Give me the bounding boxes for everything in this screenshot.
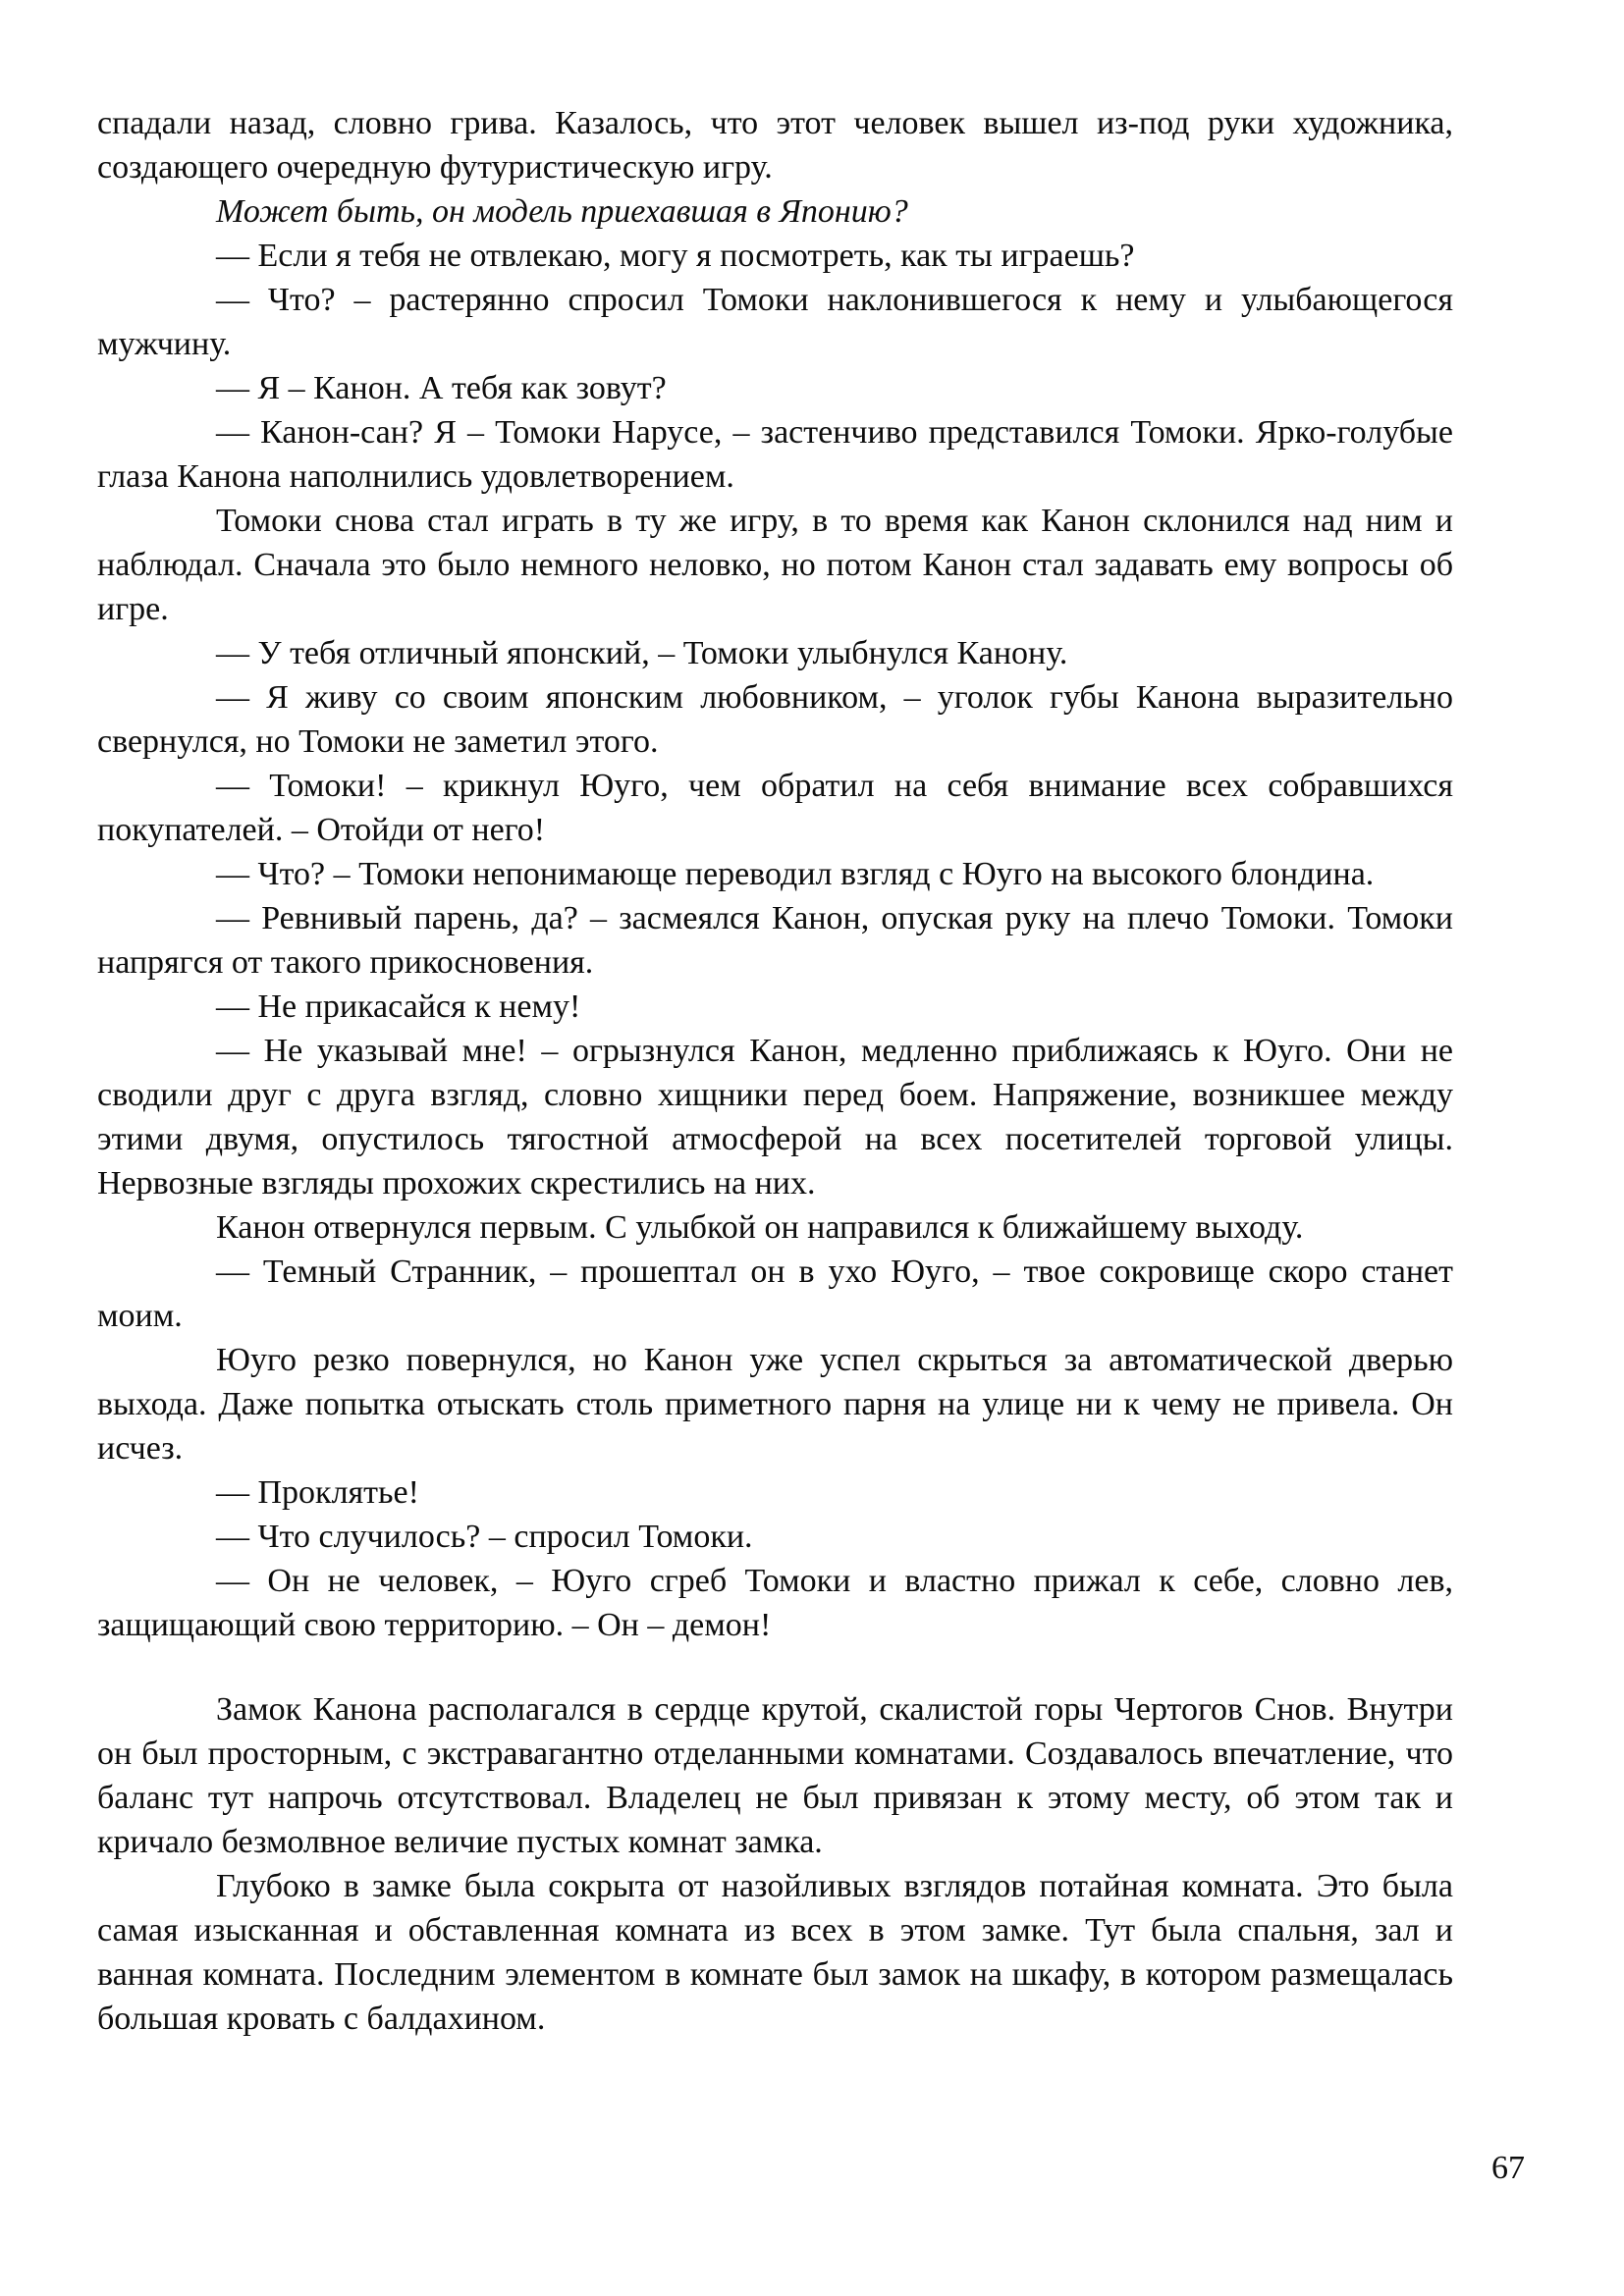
dialogue-paragraph: — Не указывай мне! – огрызнулся Канон, медленно приближаясь к Юуго. Они не сводили друг с друга взгляд, словно хищники перед боем. Напряжение, возникшее между этими двумя, опустилось тягостной атмосферой на всех посетителей торговой улицы. Нервозные взгляды прохожих скрестились на них. [97,1033,1453,1201]
dialogue-paragraph: — У тебя отличный японский, – Томоки улыбнулся Канону. [216,635,1068,671]
narrative-paragraph: Замок Канона располагался в сердце крутой, скалистой горы Чертогов Снов. Внутри он был просторным, с экстравагантно отделанными комнатами. Создавалось впечатление, что баланс тут напрочь отсутствовал. Владелец не был привязан к этому месту, об этом так и кричало безмолвное величие пустых комнат замка. [97,1691,1453,1860]
dialogue-paragraph: — Томоки! – крикнул Юуго, чем обратил на себя внимание всех собравшихся покупателей. – Отойди от него! [97,768,1453,848]
dialogue-paragraph: — Если я тебя не отвлекаю, могу я посмотреть, как ты играешь? [216,238,1135,274]
narrative-paragraph: Юуго резко повернулся, но Канон уже успел скрыться за автоматической дверью выхода. Даже попытка отыскать столь приметного парня на улице ни к чему не привела. Он исчез. [97,1342,1453,1467]
dialogue-paragraph: — Не прикасайся к нему! [216,988,581,1025]
page-number: 67 [1491,2150,1525,2186]
narrative-paragraph: спадали назад, словно грива. Казалось, что этот человек вышел из-под руки художника, создающего очередную футуристическую игру. [97,105,1453,186]
dialogue-paragraph: — Я живу со своим японским любовником, – уголок губы Канона выразительно свернулся, но Томоки не заметил этого. [97,679,1453,760]
narrative-paragraph: Канон отвернулся первым. С улыбкой он направился к ближайшему выходу. [216,1209,1304,1246]
narrative-paragraph: Глубоко в замке была сокрыта от назойливых взглядов потайная комната. Это была самая изысканная и обставленная комната из всех в этом замке. Тут была спальня, зал и ванная комната. Последним элементом в комнате был замок на шкафу, в котором размещалась большая кровать с балдахином. [97,1868,1453,2037]
dialogue-paragraph: — Что случилось? – спросил Томоки. [216,1519,753,1555]
dialogue-paragraph: — Ревнивый парень, да? – засмеялся Канон, опуская руку на плечо Томоки. Томоки напрягся от такого прикосновения. [97,900,1453,981]
dialogue-paragraph: — Что? – Томоки непонимающе переводил взгляд с Юуго на высокого блондина. [216,856,1375,892]
dialogue-paragraph: — Что? – растерянно спросил Томоки наклонившегося к нему и улыбающегося мужчину. [97,282,1453,362]
dialogue-paragraph: — Я – Канон. А тебя как зовут? [216,370,667,406]
dialogue-paragraph: — Канон-сан? Я – Томоки Нарусе, – застенчиво представился Томоки. Ярко-голубые глаза Канона наполнились удовлетворением. [97,414,1453,495]
page-text-block [97,101,1453,2041]
thought-paragraph: Может быть, он модель приехавшая в Японию? [216,193,908,230]
dialogue-paragraph: — Темный Странник, – прошептал он в ухо Юуго, – твое сокровище скоро станет моим. [97,1254,1453,1334]
dialogue-paragraph: — Он не человек, – Юуго сгреб Томоки и властно прижал к себе, словно лев, защищающий свою территорию. – Он – демон! [97,1563,1453,1643]
narrative-paragraph: Томоки снова стал играть в ту же игру, в то время как Канон склонился над ним и наблюдал. Сначала это было немного неловко, но потом Канон стал задавать ему вопросы об игре. [97,503,1453,627]
dialogue-paragraph: — Проклятье! [216,1474,419,1511]
